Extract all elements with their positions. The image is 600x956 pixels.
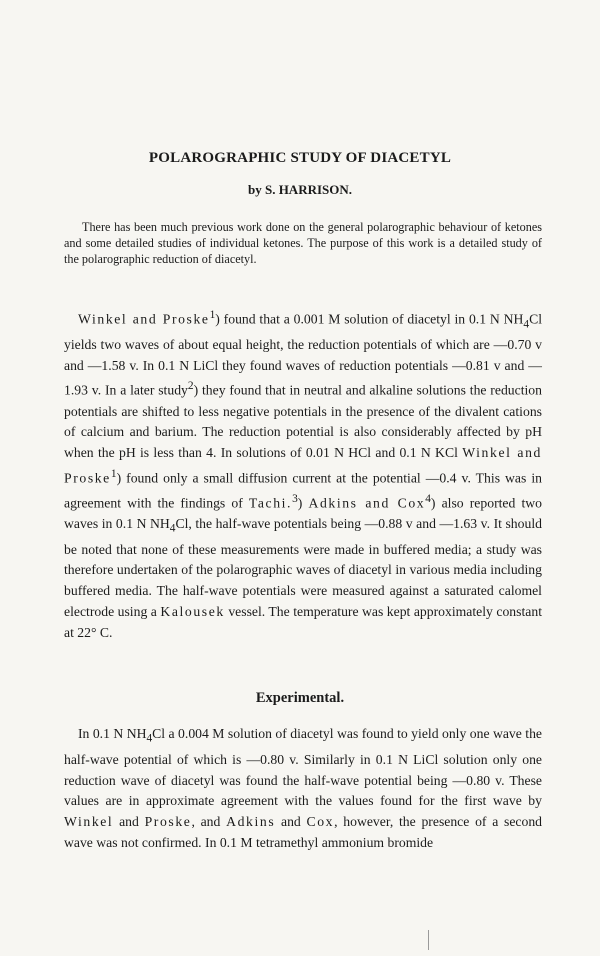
text-run: and	[113, 814, 145, 830]
binding-mark	[428, 930, 429, 950]
text-run: ) also reported two waves in 0.1 N NH	[64, 495, 542, 532]
intro-paragraph	[64, 305, 542, 643]
author-ref-tachi: Tachi.	[248, 495, 293, 511]
author-ref-adkins: Adkins	[226, 814, 276, 830]
text-run: ) found that a 0.001 M solution of diacetyl in 0.1 N NH	[215, 311, 524, 327]
paper-title: POLAROGRAPHIC STUDY OF DIACETYL	[148, 150, 452, 166]
text-run: Cl a 0.004 M solution of diacetyl was found to yield only one wave the half-wave potential of which is —0.80 v. Similarly in 0.1 N LiCl solution only one reduction wave of diacetyl was found the half-wave potential being —0.80 v. These values are in approximate agreement with the values found for the first wave by	[64, 726, 542, 809]
footnote-ref: 4	[425, 493, 431, 506]
footnote-ref: 2	[187, 380, 194, 393]
text-run: , and	[191, 814, 227, 830]
author-ref-winkel-proske: Winkel and Proske	[78, 311, 210, 327]
subscript: 4	[523, 318, 530, 331]
experimental-paragraph	[64, 724, 542, 854]
text-run: vessel. The temperature was kept approximately constant at 22° C.	[64, 603, 542, 640]
text-run: Cl yields two waves of about equal height, the reduction potentials of which are —0.70 v and —1.58 v. In 0.1 N LiCl they found waves of reduction potentials —0.81 v and —1.93 v. In a later study	[64, 311, 542, 398]
subscript: 4	[169, 523, 176, 536]
author-byline: by S. HARRISON.	[247, 182, 353, 197]
abstract-paragraph: There has been much previous work done on the general polarographic behaviour of ketones and some detailed studies of individual ketones. The purpose of this work is a detailed study of the polarographic reduction of diacetyl.	[64, 220, 542, 266]
text-run: ) found only a small diffusion current at the potential —0.4 v. This was in agreement with the findings of	[64, 470, 542, 511]
text-run: ) they found that in neutral and alkaline solutions the reduction potentials are shifted to less negative potentials in the presence of the divalent cations of calcium and barium. The reduction potential is also considerably affected by pH when the pH is less than 4. In solutions of 0.01 N HCl and 0.1 N KCl	[64, 382, 542, 461]
author-ref-cox: Cox	[306, 814, 335, 830]
text-run: )	[297, 495, 309, 511]
section-heading-experimental: Experimental.	[255, 690, 345, 706]
footnote-ref: 1	[209, 309, 216, 321]
text-run: , however, the presence of a second wave was not confirmed. In 0.1 M tetramethyl ammonium bromide	[64, 814, 543, 851]
text-run: and	[275, 814, 307, 830]
author-ref-winkel-proske: Winkel and Proske	[64, 445, 542, 486]
text-run: In 0.1 N NH	[78, 726, 147, 741]
author-ref-adkins-cox: Adkins and Cox	[308, 495, 426, 511]
subscript: 4	[146, 732, 153, 745]
footnote-ref: 1	[110, 467, 117, 480]
author-ref-proske: Proske	[144, 814, 192, 830]
text-run: Cl, the half-wave potentials being —0.88 v and —1.63 v. It should be noted that none of these measurements were made in buffered media; a study was therefore undertaken of the polarographic waves of diacetyl in various media including buffered media. The half-wave potentials were measured against a saturated calomel electrode using a	[64, 516, 542, 619]
footnote-ref: 3	[292, 493, 298, 506]
author-ref-winkel: Winkel	[64, 814, 114, 830]
author-ref-kalousek: Kalousek	[160, 603, 225, 619]
